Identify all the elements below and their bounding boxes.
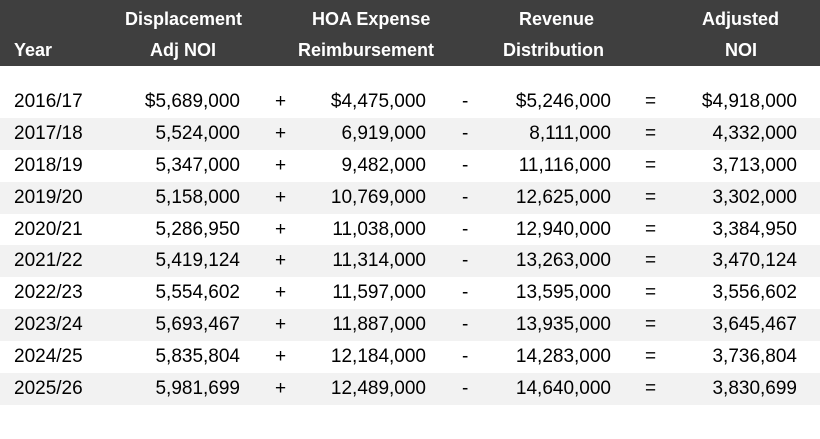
table-row [0, 341, 820, 373]
cell-adjusted-noi: 3,713,000 [712, 154, 797, 176]
cell-displacement-adj-noi: 5,286,950 [155, 218, 240, 240]
cell-plus-operator: + [275, 218, 287, 240]
cell-equals-operator: = [645, 282, 657, 304]
cell-revenue-distribution: 11,116,000 [518, 154, 611, 176]
cell-hoa-expense-reimbursement: 12,489,000 [330, 378, 426, 400]
cell-equals-operator: = [645, 314, 657, 336]
cell-revenue-distribution: $5,246,000 [515, 91, 611, 112]
cell-displacement-adj-noi: 5,693,467 [155, 314, 240, 336]
cell-equals-operator: = [645, 154, 657, 176]
cell-revenue-distribution: 13,595,000 [515, 282, 611, 304]
cell-revenue-distribution: 12,625,000 [515, 186, 611, 208]
cell-equals-operator: = [645, 186, 657, 208]
cell-plus-operator: + [275, 122, 287, 144]
table-row [0, 245, 820, 277]
cell-minus-operator: - [462, 186, 469, 208]
cell-minus-operator: - [462, 122, 469, 144]
cell-year: 2016/17 [14, 91, 83, 112]
cell-displacement-adj-noi: $5,689,000 [144, 91, 240, 112]
header-displacement-line2: Adj NOI [150, 40, 216, 60]
cell-year: 2021/22 [14, 250, 83, 272]
cell-hoa-expense-reimbursement: 6,919,000 [341, 122, 426, 144]
cell-equals-operator: = [645, 218, 657, 240]
cell-year: 2020/21 [14, 218, 83, 240]
table-row [0, 373, 820, 405]
cell-adjusted-noi: 3,736,804 [712, 346, 797, 368]
cell-plus-operator: + [275, 186, 287, 208]
cell-revenue-distribution: 12,940,000 [515, 218, 611, 240]
header-hoa-line1: HOA Expense [312, 9, 431, 29]
cell-plus-operator: + [275, 154, 287, 176]
cell-plus-operator: + [275, 314, 287, 336]
table-row [0, 277, 820, 309]
cell-equals-operator: = [645, 378, 657, 400]
header-hoa-line2: Reimbursement [298, 40, 435, 60]
cell-hoa-expense-reimbursement: $4,475,000 [330, 91, 426, 112]
cell-displacement-adj-noi: 5,347,000 [155, 154, 240, 176]
cell-displacement-adj-noi: 5,835,804 [155, 346, 240, 368]
cell-revenue-distribution: 14,640,000 [515, 378, 611, 400]
cell-year: 2022/23 [14, 282, 83, 304]
cell-year: 2024/25 [14, 346, 83, 368]
cell-hoa-expense-reimbursement: 11,314,000 [332, 250, 426, 272]
header-displacement-line1: Displacement [125, 9, 243, 29]
cell-minus-operator: - [462, 218, 469, 240]
cell-minus-operator: - [462, 154, 469, 176]
cell-hoa-expense-reimbursement: 11,597,000 [332, 282, 426, 304]
cell-adjusted-noi: 3,302,000 [712, 186, 797, 208]
header-revenue-line1: Revenue [519, 9, 595, 29]
cell-equals-operator: = [645, 91, 657, 112]
cell-equals-operator: = [645, 250, 657, 272]
table-row [0, 182, 820, 214]
cell-minus-operator: - [462, 378, 469, 400]
cell-hoa-expense-reimbursement: 9,482,000 [341, 154, 426, 176]
cell-plus-operator: + [275, 378, 287, 400]
cell-year: 2025/26 [14, 378, 83, 400]
cell-hoa-expense-reimbursement: 11,038,000 [332, 218, 426, 240]
header-year: Year [14, 40, 53, 60]
cell-displacement-adj-noi: 5,524,000 [155, 122, 240, 144]
cell-revenue-distribution: 13,263,000 [515, 250, 611, 272]
cell-adjusted-noi: 3,384,950 [712, 218, 797, 240]
header-gap [0, 66, 820, 86]
cell-hoa-expense-reimbursement: 10,769,000 [330, 186, 426, 208]
cell-year: 2018/19 [14, 154, 83, 176]
cell-revenue-distribution: 8,111,000 [529, 122, 611, 144]
cell-displacement-adj-noi: 5,158,000 [155, 186, 240, 208]
cell-adjusted-noi: 4,332,000 [712, 122, 797, 144]
table-row [0, 150, 820, 182]
cell-plus-operator: + [275, 91, 287, 112]
cell-displacement-adj-noi: 5,981,699 [155, 378, 240, 400]
cell-equals-operator: = [645, 122, 657, 144]
cell-adjusted-noi: $4,918,000 [701, 91, 797, 112]
cell-displacement-adj-noi: 5,419,124 [155, 250, 240, 272]
header-revenue-line2: Distribution [503, 40, 604, 60]
cell-revenue-distribution: 14,283,000 [515, 346, 611, 368]
cell-minus-operator: - [462, 282, 469, 304]
header-adjusted-line2: NOI [725, 40, 758, 60]
cell-adjusted-noi: 3,645,467 [712, 314, 797, 336]
cell-plus-operator: + [275, 346, 287, 368]
cell-equals-operator: = [645, 346, 657, 368]
cell-year: 2023/24 [14, 314, 83, 336]
cell-minus-operator: - [462, 346, 469, 368]
cell-adjusted-noi: 3,830,699 [712, 378, 797, 400]
table-row [0, 86, 820, 118]
cell-hoa-expense-reimbursement: 12,184,000 [330, 346, 426, 368]
cell-adjusted-noi: 3,470,124 [712, 250, 797, 272]
table-header [0, 0, 820, 66]
table-body [0, 86, 820, 405]
cell-displacement-adj-noi: 5,554,602 [155, 282, 240, 304]
cell-plus-operator: + [275, 282, 287, 304]
cell-year: 2019/20 [14, 186, 83, 208]
table-row [0, 309, 820, 341]
cell-minus-operator: - [462, 91, 469, 112]
cell-minus-operator: - [462, 314, 469, 336]
header-adjusted-line1: Adjusted [702, 9, 780, 29]
cell-year: 2017/18 [14, 122, 83, 144]
cell-adjusted-noi: 3,556,602 [712, 282, 797, 304]
table-row [0, 118, 820, 150]
cell-hoa-expense-reimbursement: 11,887,000 [332, 314, 426, 336]
cell-minus-operator: - [462, 250, 469, 272]
table-row [0, 214, 820, 246]
cell-plus-operator: + [275, 250, 287, 272]
cell-revenue-distribution: 13,935,000 [515, 314, 611, 336]
